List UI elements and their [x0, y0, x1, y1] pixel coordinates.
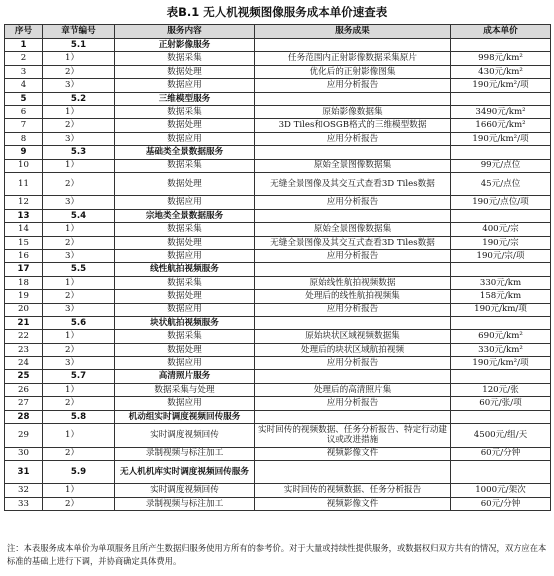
row-number: 7 — [5, 119, 43, 132]
unit-price: 190元/km²/项 — [451, 79, 551, 92]
service-result — [255, 370, 451, 383]
chapter-number: 5.7 — [43, 370, 115, 383]
row-number: 29 — [5, 424, 43, 448]
table-row — [5, 119, 551, 132]
row-number: 22 — [5, 330, 43, 343]
section-title: 宗地类全景数据服务 — [115, 209, 255, 222]
unit-price: 45元/点位 — [451, 172, 551, 196]
service-result — [255, 460, 451, 484]
row-number: 24 — [5, 357, 43, 370]
table-row — [5, 330, 551, 343]
price-table-body — [5, 25, 551, 511]
row-number: 3 — [5, 65, 43, 78]
table-row — [5, 249, 551, 262]
table-row — [5, 303, 551, 316]
unit-price: 330元/km² — [451, 343, 551, 356]
header-price: 成本单价 — [451, 25, 551, 39]
service-content: 数据采集 — [115, 105, 255, 118]
service-content: 数据处理 — [115, 65, 255, 78]
service-content: 数据采集 — [115, 159, 255, 172]
header-result: 服务成果 — [255, 25, 451, 39]
unit-price: 3490元/km² — [451, 105, 551, 118]
table-row — [5, 65, 551, 78]
service-result — [255, 146, 451, 159]
service-result: 原始影像数据集 — [255, 105, 451, 118]
section-title: 正射影像服务 — [115, 39, 255, 52]
chapter-number: 5.6 — [43, 316, 115, 329]
service-result — [255, 39, 451, 52]
row-number: 17 — [5, 263, 43, 276]
unit-price: 190元/km²/项 — [451, 132, 551, 145]
chapter-number: 3） — [43, 303, 115, 316]
service-result: 任务范围内正射影像数据采集原片 — [255, 52, 451, 65]
table-row — [5, 397, 551, 410]
chapter-number: 1） — [43, 424, 115, 448]
service-content: 数据应用 — [115, 357, 255, 370]
row-number: 10 — [5, 159, 43, 172]
service-result: 视频影像文件 — [255, 447, 451, 460]
chapter-number: 1） — [43, 330, 115, 343]
service-result: 无缝全景图像及其交互式查看3D Tiles数据 — [255, 236, 451, 249]
unit-price: 998元/km² — [451, 52, 551, 65]
table-row — [5, 357, 551, 370]
chapter-number: 5.8 — [43, 410, 115, 423]
service-content: 数据应用 — [115, 397, 255, 410]
row-number: 33 — [5, 497, 43, 510]
row-number: 18 — [5, 276, 43, 289]
service-result — [255, 316, 451, 329]
unit-price — [451, 316, 551, 329]
service-result: 实时回传的视频数据、任务分析报告 — [255, 484, 451, 497]
table-row — [5, 497, 551, 510]
service-content: 录制视频与标注加工 — [115, 447, 255, 460]
unit-price — [451, 146, 551, 159]
unit-price: 4500元/组/天 — [451, 424, 551, 448]
unit-price: 190元/km²/项 — [451, 357, 551, 370]
row-number: 14 — [5, 223, 43, 236]
service-result: 原始全景图像数据集 — [255, 223, 451, 236]
unit-price — [451, 209, 551, 222]
row-number: 16 — [5, 249, 43, 262]
table-row — [5, 424, 551, 448]
service-content: 数据采集 — [115, 276, 255, 289]
row-number: 23 — [5, 343, 43, 356]
service-result: 应用分析报告 — [255, 397, 451, 410]
service-content: 数据处理 — [115, 343, 255, 356]
chapter-number: 5.5 — [43, 263, 115, 276]
service-content: 实时调度视频回传 — [115, 484, 255, 497]
service-result: 应用分析报告 — [255, 303, 451, 316]
section-row — [5, 39, 551, 52]
section-title: 线性航拍视频服务 — [115, 263, 255, 276]
table-row — [5, 383, 551, 396]
chapter-number: 1） — [43, 383, 115, 396]
row-number: 15 — [5, 236, 43, 249]
service-content: 数据采集与处理 — [115, 383, 255, 396]
table-row — [5, 79, 551, 92]
price-table — [4, 24, 551, 511]
unit-price — [451, 370, 551, 383]
chapter-number: 2） — [43, 65, 115, 78]
section-title: 高清照片服务 — [115, 370, 255, 383]
unit-price: 120元/张 — [451, 383, 551, 396]
table-row — [5, 290, 551, 303]
table-row — [5, 223, 551, 236]
service-result: 处理后的块状区域航拍视频 — [255, 343, 451, 356]
table-row — [5, 343, 551, 356]
table-title: 表B.1 无人机视频图像服务成本单价速查表 — [166, 5, 388, 19]
service-result: 原始块状区域视频数据集 — [255, 330, 451, 343]
chapter-number: 2） — [43, 397, 115, 410]
row-number: 26 — [5, 383, 43, 396]
row-number: 5 — [5, 92, 43, 105]
table-row — [5, 196, 551, 209]
row-number: 21 — [5, 316, 43, 329]
section-title: 三维模型服务 — [115, 92, 255, 105]
service-content: 实时调度视频回传 — [115, 424, 255, 448]
unit-price: 60元/分钟 — [451, 497, 551, 510]
chapter-number: 5.2 — [43, 92, 115, 105]
row-number: 13 — [5, 209, 43, 222]
row-number: 1 — [5, 39, 43, 52]
table-header-row — [5, 25, 551, 39]
row-number: 6 — [5, 105, 43, 118]
service-result: 实时回传的视频数据、任务分析报告、特定行动建议或改进措施 — [255, 424, 451, 448]
section-title: 无人机机库实时调度视频回传服务 — [115, 460, 255, 484]
table-row — [5, 236, 551, 249]
service-result: 3D Tiles和OSGB格式的三维模型数据 — [255, 119, 451, 132]
unit-price: 400元/宗 — [451, 223, 551, 236]
service-result: 应用分析报告 — [255, 196, 451, 209]
service-content: 数据处理 — [115, 290, 255, 303]
unit-price: 190元/km/项 — [451, 303, 551, 316]
section-title: 机动组实时调度视频回传服务 — [115, 410, 255, 423]
chapter-number: 1） — [43, 159, 115, 172]
chapter-number: 3） — [43, 132, 115, 145]
service-result: 原始全景图像数据集 — [255, 159, 451, 172]
service-content: 数据应用 — [115, 303, 255, 316]
chapter-number: 5.9 — [43, 460, 115, 484]
service-result: 处理后的线性航拍视频集 — [255, 290, 451, 303]
section-row — [5, 92, 551, 105]
unit-price: 1000元/架次 — [451, 484, 551, 497]
row-number: 25 — [5, 370, 43, 383]
unit-price: 190元/宗 — [451, 236, 551, 249]
row-number: 4 — [5, 79, 43, 92]
header-content: 服务内容 — [115, 25, 255, 39]
row-number: 11 — [5, 172, 43, 196]
row-number: 8 — [5, 132, 43, 145]
header-chapter: 章节编号 — [43, 25, 115, 39]
service-content: 数据应用 — [115, 249, 255, 262]
section-title: 基础类全景数据服务 — [115, 146, 255, 159]
row-number: 28 — [5, 410, 43, 423]
service-result: 应用分析报告 — [255, 357, 451, 370]
section-row — [5, 209, 551, 222]
service-result — [255, 209, 451, 222]
row-number: 9 — [5, 146, 43, 159]
table-row — [5, 159, 551, 172]
service-result: 原始线性航拍视频数据 — [255, 276, 451, 289]
header-no: 序号 — [5, 25, 43, 39]
unit-price: 60元/张/项 — [451, 397, 551, 410]
chapter-number: 2） — [43, 119, 115, 132]
row-number: 31 — [5, 460, 43, 484]
section-row — [5, 263, 551, 276]
service-result: 应用分析报告 — [255, 132, 451, 145]
service-content: 数据处理 — [115, 236, 255, 249]
unit-price: 1660元/km² — [451, 119, 551, 132]
table-row — [5, 484, 551, 497]
chapter-number: 2） — [43, 497, 115, 510]
row-number: 19 — [5, 290, 43, 303]
unit-price — [451, 92, 551, 105]
unit-price — [451, 39, 551, 52]
table-row — [5, 105, 551, 118]
table-row — [5, 52, 551, 65]
chapter-number: 1） — [43, 276, 115, 289]
chapter-number: 2） — [43, 343, 115, 356]
chapter-number: 1） — [43, 105, 115, 118]
chapter-number: 2） — [43, 236, 115, 249]
service-content: 数据应用 — [115, 132, 255, 145]
row-number: 2 — [5, 52, 43, 65]
service-content: 录制视频与标注加工 — [115, 497, 255, 510]
service-content: 数据应用 — [115, 196, 255, 209]
chapter-number: 2） — [43, 447, 115, 460]
unit-price: 690元/km² — [451, 330, 551, 343]
chapter-number: 1） — [43, 52, 115, 65]
service-content: 数据采集 — [115, 330, 255, 343]
service-result: 无缝全景图像及其交互式查看3D Tiles数据 — [255, 172, 451, 196]
section-row — [5, 316, 551, 329]
section-row — [5, 460, 551, 484]
service-result: 处理后的高清照片集 — [255, 383, 451, 396]
section-title: 块状航拍视频服务 — [115, 316, 255, 329]
unit-price — [451, 410, 551, 423]
unit-price — [451, 460, 551, 484]
unit-price: 190元/宗/项 — [451, 249, 551, 262]
section-row — [5, 370, 551, 383]
chapter-number: 5.4 — [43, 209, 115, 222]
table-row — [5, 447, 551, 460]
table-row — [5, 172, 551, 196]
service-result: 应用分析报告 — [255, 79, 451, 92]
row-number: 12 — [5, 196, 43, 209]
unit-price: 99元/点位 — [451, 159, 551, 172]
unit-price — [451, 263, 551, 276]
service-content: 数据处理 — [115, 172, 255, 196]
service-content: 数据处理 — [115, 119, 255, 132]
service-result — [255, 263, 451, 276]
service-result: 应用分析报告 — [255, 249, 451, 262]
row-number: 20 — [5, 303, 43, 316]
section-row — [5, 146, 551, 159]
unit-price: 60元/分钟 — [451, 447, 551, 460]
unit-price: 430元/km² — [451, 65, 551, 78]
chapter-number: 5.3 — [43, 146, 115, 159]
chapter-number: 3） — [43, 249, 115, 262]
unit-price: 158元/km — [451, 290, 551, 303]
table-footnote: 注：本表服务成本单价为单项服务且所产生数据归服务使用方所有的参考价。对于大量或持续性提供服务，或数据权归双方共有的情况，双方应在本标准的基础上进行下调，并协商确定具体费用。 — [7, 543, 547, 566]
row-number: 30 — [5, 447, 43, 460]
service-content: 数据应用 — [115, 79, 255, 92]
chapter-number: 3） — [43, 196, 115, 209]
service-result — [255, 92, 451, 105]
table-row — [5, 276, 551, 289]
chapter-number: 1） — [43, 223, 115, 236]
row-number: 27 — [5, 397, 43, 410]
chapter-number: 5.1 — [43, 39, 115, 52]
chapter-number: 1） — [43, 484, 115, 497]
chapter-number: 3） — [43, 79, 115, 92]
unit-price: 330元/km — [451, 276, 551, 289]
service-content: 数据采集 — [115, 223, 255, 236]
chapter-number: 3） — [43, 357, 115, 370]
service-result — [255, 410, 451, 423]
table-row — [5, 132, 551, 145]
chapter-number: 2） — [43, 172, 115, 196]
service-content: 数据采集 — [115, 52, 255, 65]
chapter-number: 2） — [43, 290, 115, 303]
service-result: 优化后的正射影像图集 — [255, 65, 451, 78]
section-row — [5, 410, 551, 423]
unit-price: 190元/点位/项 — [451, 196, 551, 209]
row-number: 32 — [5, 484, 43, 497]
service-result: 视频影像文件 — [255, 497, 451, 510]
